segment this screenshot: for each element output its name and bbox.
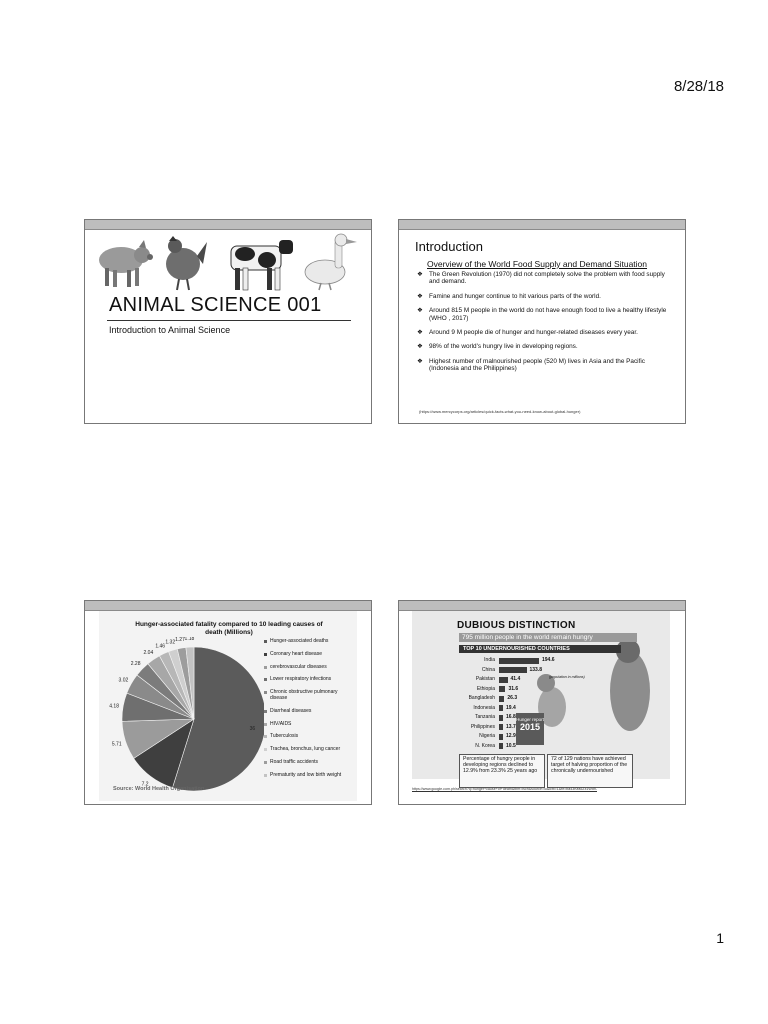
legend-item	[264, 709, 356, 715]
legend-swatch	[264, 691, 267, 694]
chart-legend	[264, 639, 356, 786]
country-bar	[499, 705, 503, 711]
pie-data-label: 5.71	[111, 741, 122, 748]
hunger-report-badge: Hunger report 2015	[516, 713, 544, 745]
infographic-headline: DUBIOUS DISTINCTION	[457, 620, 576, 631]
legend-item	[264, 639, 356, 645]
diamond-bullet-icon: ❖	[417, 343, 423, 351]
slide-header-bar	[399, 220, 685, 230]
duck-image	[299, 232, 361, 294]
slide-title: Introduction	[415, 239, 483, 254]
slide-title: ANIMAL SCIENCE 001	[109, 294, 322, 316]
pie-data-label: 36	[249, 725, 256, 732]
country-value: 41.4	[510, 676, 521, 682]
country-name: Bangladesh	[468, 695, 495, 701]
legend-label: HIV/AIDS	[270, 720, 292, 727]
country-bar	[499, 686, 505, 692]
stat-box-right: 72 of 129 nations have achieved target of halving proportion of the chronically undernourished	[547, 754, 633, 788]
country-bar	[499, 667, 527, 673]
legend-label: Prematurity and low birth weight	[270, 771, 342, 778]
infographic-subhead: 795 million people in the world remain hungry	[459, 633, 637, 642]
slide-animal-science	[84, 219, 372, 424]
pie-data-label: 2.28	[130, 660, 141, 667]
country-bar	[499, 696, 504, 702]
slide-heading: Overview of the World Food Supply and Demand Situation	[427, 259, 648, 269]
slide-subtitle: Introduction to Animal Science	[109, 325, 231, 335]
legend-label: Lower respiratory infections	[270, 676, 332, 683]
chart-panel	[99, 611, 357, 801]
country-name: Indonesia	[473, 704, 495, 711]
pie-data-label: 1.27	[175, 637, 185, 644]
legend-item	[264, 722, 356, 728]
pie-data-label: 7.2	[141, 781, 149, 788]
country-name: Tanzania	[474, 714, 495, 720]
source-link[interactable]: (https://www.mercycorps.org/articles/quick-facts-what-you-need-know-about-global-hunger)	[419, 409, 581, 414]
country-bar	[499, 734, 503, 740]
slide-header-bar	[399, 601, 685, 611]
country-bar	[499, 743, 503, 749]
source-link[interactable]: https://www.google.com.ph/search?q=hunger+cause+of+death&tbm=isch&source=iu&ictx=1&fir=ba43r0fa5Zx1Wd9-	[412, 787, 597, 791]
country-value: 31.6	[508, 685, 519, 692]
country-bar	[499, 658, 539, 664]
legend-swatch	[264, 640, 267, 643]
slide-hunger-pie-chart	[84, 600, 372, 805]
country-value: 133.8	[529, 666, 543, 673]
legend-label: cerebrovascular diseases	[270, 663, 327, 670]
country-bar	[499, 724, 503, 730]
bullet-item: ❖ Around 9 M people die of hunger and hunger-related diseases every year.	[417, 329, 638, 337]
legend-item	[264, 773, 356, 779]
country-name: Pakistan	[475, 676, 495, 682]
pie-chart	[99, 637, 264, 797]
legend-swatch	[264, 761, 267, 764]
bullet-item: ❖ The Green Revolution (1970) did not completely solve the problem with food supply and demand.	[417, 271, 665, 286]
legend-label: Road traffic accidents	[270, 758, 318, 765]
legend-label: Coronary heart disease	[270, 650, 322, 657]
diamond-bullet-icon: ❖	[417, 357, 423, 365]
diamond-bullet-icon: ❖	[417, 307, 423, 315]
legend-swatch	[264, 735, 267, 738]
pie-data-label: 1.18	[184, 637, 195, 643]
country-name: India	[484, 657, 495, 663]
bullet-item: ❖ Highest number of malnourished people (520 M) lives in Asia and the Pacific (Indonesia and the Philippines)	[417, 357, 645, 373]
country-value: 26.3	[507, 695, 518, 701]
legend-item	[264, 690, 356, 702]
pig-image	[93, 232, 153, 292]
slide-dubious-distinction	[398, 600, 686, 805]
country-bar	[499, 677, 508, 683]
country-value: 16.8	[506, 714, 516, 720]
page-date: 8/28/18	[673, 78, 724, 95]
country-name: Philippines	[470, 723, 495, 730]
infographic-band: TOP 10 UNDERNOURISHED COUNTRIES	[459, 645, 621, 653]
bullet-item: ❖ 98% of the world's hungry live in developing regions.	[417, 343, 578, 351]
legend-label: Chronic obstructive pulmonary disease	[270, 689, 338, 701]
bullet-list	[417, 271, 669, 380]
chicken-image	[161, 232, 211, 294]
legend-label: Hunger-associated deaths	[270, 638, 329, 644]
legend-label: Trachea, bronchus, lung cancer	[270, 746, 341, 753]
chart-source: Source: World Health Organisation	[113, 786, 205, 792]
legend-swatch	[264, 723, 267, 726]
population-note: (population in millions)	[549, 675, 585, 679]
legend-item	[264, 665, 356, 671]
pie-data-label: 2.04	[143, 650, 154, 657]
legend-item	[264, 677, 356, 683]
slide-introduction	[398, 219, 686, 424]
pie-data-label: 3.02	[118, 677, 129, 684]
pie-data-label: 4.18	[109, 703, 120, 710]
slide-header-bar	[85, 220, 371, 230]
pie-data-label: 1.46	[155, 643, 166, 650]
country-name: Ethiopia	[476, 685, 495, 692]
stat-box-left: Percentage of hungry people in developing regions declined to 12.9% from 23.3% 25 years ago	[459, 754, 545, 788]
legend-swatch	[264, 748, 267, 751]
cow-image	[221, 232, 297, 294]
country-name: China	[481, 666, 495, 673]
slide-header-bar	[85, 601, 371, 611]
legend-label: Diarrheal diseases	[270, 707, 312, 714]
legend-swatch	[264, 678, 267, 681]
legend-item	[264, 734, 356, 740]
page-number: 1	[716, 930, 724, 946]
country-value: 19.4	[506, 704, 516, 711]
legend-label: Tuberculosis	[270, 733, 299, 740]
pie-data-label: 1.32	[165, 639, 176, 646]
legend-swatch	[264, 666, 267, 669]
country-value: 10.5	[506, 742, 516, 749]
diamond-bullet-icon: ❖	[417, 329, 423, 337]
legend-item	[264, 760, 356, 766]
country-name: N. Korea	[475, 742, 495, 749]
legend-swatch	[264, 653, 267, 656]
chart-title: Hunger-associated fatality compared to 10 leading causes of death (Millions)	[135, 621, 323, 636]
title-divider	[107, 320, 351, 321]
diamond-bullet-icon: ❖	[417, 271, 423, 278]
legend-item	[264, 652, 356, 658]
diamond-bullet-icon: ❖	[417, 292, 423, 300]
country-name: Nigeria	[479, 733, 495, 739]
bullet-item: ❖ Around 815 M people in the world do not have enough food to live a healthy lifestyle (WHO , 2017)	[417, 307, 667, 322]
bullet-item: ❖ Famine and hunger continue to hit various parts of the world.	[417, 292, 601, 300]
country-value: 12.9	[506, 733, 516, 739]
country-value: 194.6	[542, 657, 555, 663]
country-bar	[499, 715, 503, 721]
legend-swatch	[264, 774, 267, 777]
country-value: 13.7	[506, 723, 516, 730]
legend-item	[264, 747, 356, 753]
legend-swatch	[264, 710, 267, 713]
